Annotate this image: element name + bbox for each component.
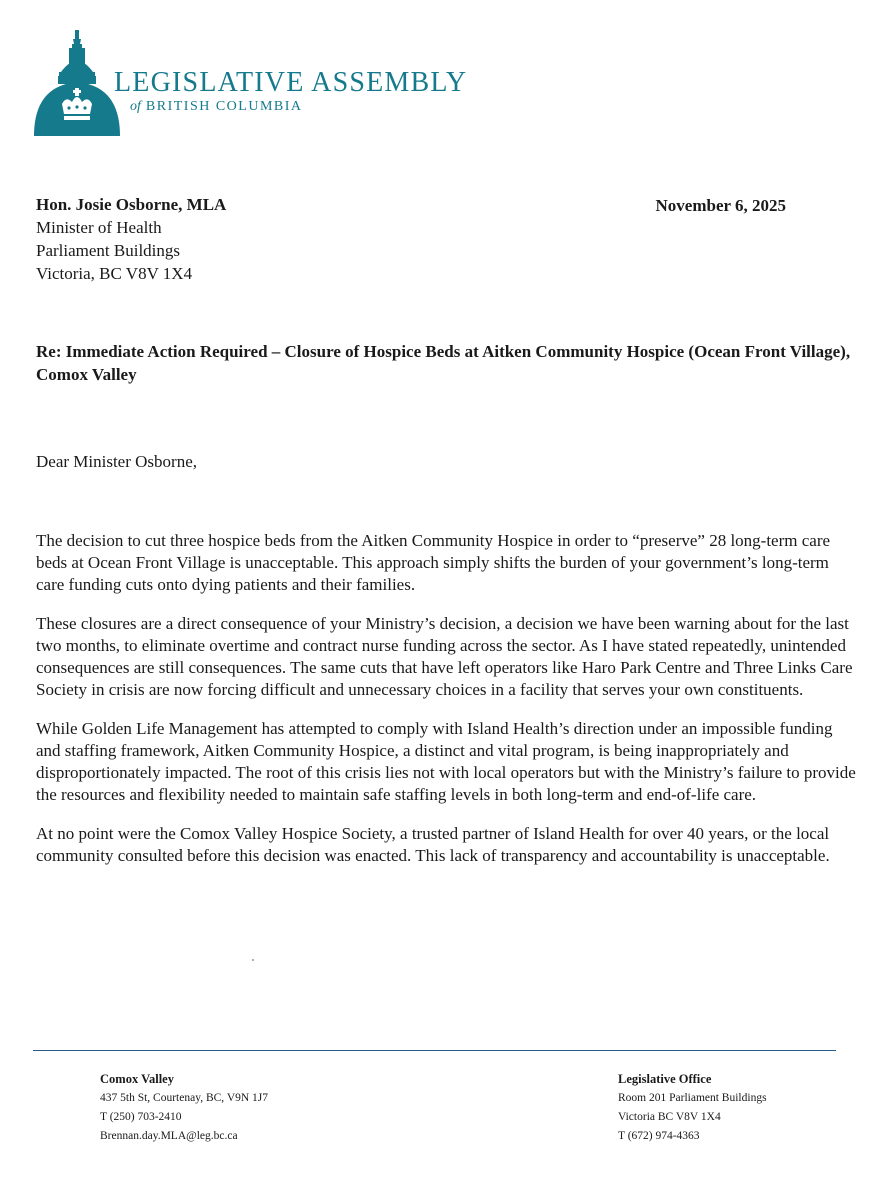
footer-left-email: Brennan.day.MLA@leg.bc.ca <box>100 1130 238 1142</box>
footer-left-address: 437 5th St, Courtenay, BC, V9N 1J7 <box>100 1092 269 1104</box>
letter-body <box>36 530 858 884</box>
organization-subtitle-province: BRITISH COLUMBIA <box>145 99 303 114</box>
parliament-dome-logo-icon <box>34 30 124 136</box>
organization-subtitle <box>130 98 467 116</box>
footer-constituency-office <box>100 1070 268 1146</box>
letterhead-title-block <box>114 68 467 116</box>
organization-subtitle-of: of <box>130 99 141 114</box>
salutation: Dear Minister Osborne, <box>36 452 197 471</box>
footer-right-phone: T (672) 974-4363 <box>618 1130 700 1142</box>
recipient-title: Minister of Health <box>36 218 162 237</box>
recipient-address <box>36 193 226 285</box>
footer-right-city: Victoria BC V8V 1X4 <box>618 1111 721 1123</box>
recipient-city: Victoria, BC V8V 1X4 <box>36 264 193 283</box>
recipient-name: Hon. Josie Osborne, MLA <box>36 195 227 214</box>
body-paragraph: These closures are a direct consequence of your Ministry’s decision, a decision we have been warning about for the last two months, to eliminate overtime and contract nurse funding across the sector. As I have stated repeatedly, unintended consequences are still consequences. The same cuts that have left operators like Haro Park Centre and Three Links Care Society in crisis are now forcing difficult and unnecessary choices in a facility that serves your own constituents. <box>36 614 853 699</box>
subject-line: Re: Immediate Action Required – Closure of Hospice Beds at Aitken Community Hospice (Ocean Front Village), Comox Valley <box>36 342 851 384</box>
footer-right-title: Legislative Office <box>618 1072 712 1086</box>
footer-divider <box>33 1050 836 1051</box>
footer-right-room: Room 201 Parliament Buildings <box>618 1092 767 1104</box>
organization-name: LEGISLATIVE ASSEMBLY <box>114 67 468 98</box>
footer-left-phone: T (250) 703-2410 <box>100 1111 182 1123</box>
recipient-building: Parliament Buildings <box>36 241 181 260</box>
footer-left-title: Comox Valley <box>100 1072 174 1086</box>
body-paragraph: While Golden Life Management has attempted to comply with Island Health’s direction under an impossible funding and staffing framework, Aitken Community Hospice, a distinct and vital program, is being inappropriately and disproportionately impacted. The root of this crisis lies not with local operators but with the Ministry’s failure to provide the resources and flexibility needed to maintain safe staffing levels in both long-term and end-of-life care. <box>36 719 856 804</box>
body-paragraph: At no point were the Comox Valley Hospice Society, a trusted partner of Island Health for over 40 years, or the local community consulted before this decision was enacted. This lack of transparency and accountability is unacceptable. <box>36 824 830 865</box>
scan-speck <box>252 959 254 961</box>
letter-date: November 6, 2025 <box>655 196 786 215</box>
footer-legislative-office <box>618 1070 767 1146</box>
body-paragraph: The decision to cut three hospice beds from the Aitken Community Hospice in order to “preserve” 28 long-term care beds at Ocean Front Village is unacceptable. This approach simply shifts the burden of your government’s long-term care funding cuts onto dying patients and their families. <box>36 531 831 594</box>
